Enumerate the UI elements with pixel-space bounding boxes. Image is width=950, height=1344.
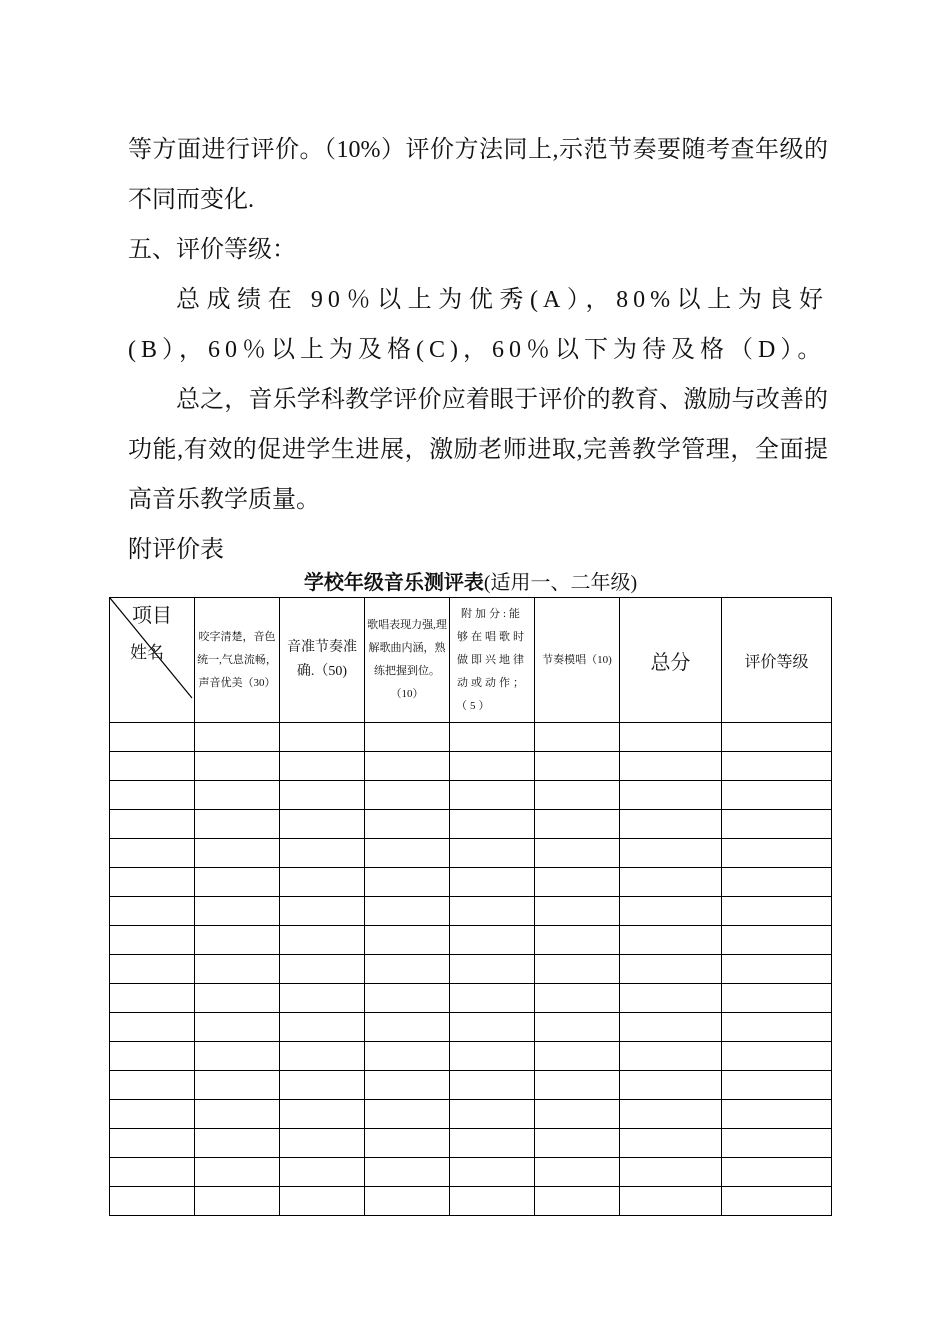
table-cell (110, 723, 195, 752)
table-cell (535, 839, 620, 868)
table-row (110, 1100, 832, 1129)
table-cell (620, 1013, 722, 1042)
table-cell (110, 955, 195, 984)
evaluation-table (109, 597, 832, 1216)
table-row (110, 839, 832, 868)
table-cell (535, 984, 620, 1013)
table-cell (620, 955, 722, 984)
table-cell (450, 1042, 535, 1071)
table-cell (195, 1042, 280, 1071)
table-cell (195, 781, 280, 810)
table-cell (280, 1042, 365, 1071)
table-cell (450, 1013, 535, 1042)
table-cell (365, 926, 450, 955)
table-cell (722, 1013, 832, 1042)
header-bonus: 附加分:能够在唱歌时做即兴地律动或动作；（5） (450, 598, 535, 723)
table-cell (195, 1158, 280, 1187)
table-cell (280, 1013, 365, 1042)
table-cell (280, 723, 365, 752)
table-cell (365, 1071, 450, 1100)
table-row (110, 1187, 832, 1216)
table-cell (110, 839, 195, 868)
table-cell (620, 1042, 722, 1071)
table-cell (110, 1013, 195, 1042)
table-cell (535, 897, 620, 926)
table-cell (722, 897, 832, 926)
table-cell (195, 984, 280, 1013)
table-cell (450, 723, 535, 752)
table-cell (280, 839, 365, 868)
table-row (110, 810, 832, 839)
table-cell (450, 839, 535, 868)
table-cell (280, 984, 365, 1013)
table-header-row (110, 598, 832, 723)
table-cell (535, 1042, 620, 1071)
table-cell (195, 1013, 280, 1042)
table-cell (365, 1100, 450, 1129)
header-expression: 歌唱表现力强,理解歌曲内涵，熟练把握到位。（10） (365, 598, 450, 723)
table-cell (620, 1100, 722, 1129)
header-item-label: 项目 (132, 605, 172, 627)
table-cell (450, 810, 535, 839)
table-cell (450, 752, 535, 781)
table-row (110, 926, 832, 955)
table-cell (722, 781, 832, 810)
table-cell (722, 955, 832, 984)
table-cell (535, 1013, 620, 1042)
table-cell (722, 810, 832, 839)
table-row (110, 723, 832, 752)
table-cell (365, 868, 450, 897)
header-pitch-rhythm: 音准节奏准确.（50) (280, 598, 365, 723)
diagonal-header-cell (110, 598, 195, 723)
table-cell (195, 1129, 280, 1158)
table-cell (722, 1158, 832, 1187)
table-cell (280, 752, 365, 781)
header-total: 总分 (620, 598, 722, 723)
table-cell (722, 984, 832, 1013)
table-cell (280, 897, 365, 926)
header-diction: 咬字清楚，音色统一,气息流畅，声音优美（30） (195, 598, 280, 723)
table-row (110, 752, 832, 781)
table-cell (535, 1129, 620, 1158)
table-cell (620, 926, 722, 955)
table-cell (535, 955, 620, 984)
table-cell (535, 868, 620, 897)
section-heading-grades: 五、评价等级： (128, 237, 296, 263)
table-cell (195, 839, 280, 868)
table-cell (620, 1158, 722, 1187)
table-cell (620, 752, 722, 781)
table-cell (110, 984, 195, 1013)
paragraph-grade-levels: 总成绩在 90％以上为优秀(A），80%以上为良好(B），60％以上为及格(C)，60％以下为待及格（D）。 (128, 287, 828, 363)
table-cell (535, 810, 620, 839)
table-row (110, 984, 832, 1013)
table-cell (620, 1129, 722, 1158)
table-cell (110, 1042, 195, 1071)
table-row (110, 1071, 832, 1100)
table-cell (195, 723, 280, 752)
table-title (110, 568, 831, 598)
table-cell (110, 926, 195, 955)
table-cell (620, 723, 722, 752)
table-cell (280, 1129, 365, 1158)
table-cell (535, 781, 620, 810)
table-cell (450, 781, 535, 810)
table-cell (365, 897, 450, 926)
table-cell (535, 1187, 620, 1216)
table-cell (722, 752, 832, 781)
table-cell (722, 723, 832, 752)
table-cell (620, 984, 722, 1013)
table-row (110, 868, 832, 897)
table-cell (280, 1187, 365, 1216)
table-cell (722, 1187, 832, 1216)
table-cell (280, 1071, 365, 1100)
table-cell (535, 752, 620, 781)
table-cell (450, 1071, 535, 1100)
table-cell (450, 1158, 535, 1187)
table-cell (365, 810, 450, 839)
header-name-label: 姓名 (130, 643, 164, 662)
table-cell (195, 955, 280, 984)
table-cell (450, 868, 535, 897)
table-cell (365, 1129, 450, 1158)
table-cell (110, 1071, 195, 1100)
table-cell (535, 723, 620, 752)
table-cell (620, 839, 722, 868)
table-cell (722, 1071, 832, 1100)
table-title-main: 学校年级音乐测评表 (303, 572, 484, 594)
table-row (110, 955, 832, 984)
table-cell (110, 1100, 195, 1129)
table-cell (620, 810, 722, 839)
table-body (110, 723, 832, 1216)
table-cell (620, 781, 722, 810)
table-cell (450, 1129, 535, 1158)
table-cell (722, 868, 832, 897)
paragraph-method: 等方面进行评价。（10%）评价方法同上,示范节奏要随考查年级的不同而变化. (128, 137, 828, 213)
table-cell (110, 781, 195, 810)
table-cell (450, 926, 535, 955)
table-cell (365, 1042, 450, 1071)
table-cell (365, 984, 450, 1013)
table-cell (280, 1100, 365, 1129)
table-row (110, 1013, 832, 1042)
table-title-scope: (适用一、二年级) (483, 572, 638, 594)
header-grade: 评价等级 (722, 598, 832, 723)
table-cell (722, 1100, 832, 1129)
table-cell (620, 868, 722, 897)
table-cell (450, 955, 535, 984)
table-cell (365, 839, 450, 868)
table-cell (722, 839, 832, 868)
table-cell (450, 984, 535, 1013)
table-cell (620, 1187, 722, 1216)
appendix-label: 附评价表 (128, 537, 224, 563)
table-cell (620, 1071, 722, 1100)
table-cell (722, 1129, 832, 1158)
table-cell (365, 781, 450, 810)
table-cell (110, 1129, 195, 1158)
table-cell (620, 897, 722, 926)
table-cell (195, 1071, 280, 1100)
header-rhythm-imitation: 节奏模唱（10) (535, 598, 620, 723)
table-cell (110, 810, 195, 839)
table-cell (722, 926, 832, 955)
table-cell (110, 868, 195, 897)
table-row (110, 1129, 832, 1158)
table-cell (450, 897, 535, 926)
paragraph-summary: 总之，音乐学科教学评价应着眼于评价的教育、激励与改善的功能,有效的促进学生进展，激励老师进取,完善教学管理，全面提高音乐教学质量。 (128, 387, 828, 513)
table-cell (365, 955, 450, 984)
table-cell (535, 1071, 620, 1100)
table-cell (195, 868, 280, 897)
table-cell (365, 1013, 450, 1042)
table-cell (195, 752, 280, 781)
table-cell (195, 1100, 280, 1129)
table-cell (365, 1187, 450, 1216)
table-cell (280, 868, 365, 897)
table-cell (280, 926, 365, 955)
table-cell (195, 926, 280, 955)
table-cell (110, 1158, 195, 1187)
table-cell (365, 1158, 450, 1187)
table-cell (722, 1042, 832, 1071)
table-cell (280, 810, 365, 839)
table-cell (535, 1158, 620, 1187)
table-cell (195, 897, 280, 926)
table-cell (110, 752, 195, 781)
table-cell (110, 1187, 195, 1216)
table-cell (280, 781, 365, 810)
table-cell (280, 955, 365, 984)
table-row (110, 781, 832, 810)
table-cell (450, 1100, 535, 1129)
table-row (110, 1158, 832, 1187)
table-cell (535, 926, 620, 955)
table-cell (365, 752, 450, 781)
table-cell (195, 810, 280, 839)
table-cell (450, 1187, 535, 1216)
table-row (110, 1042, 832, 1071)
table-cell (535, 1100, 620, 1129)
table-cell (110, 897, 195, 926)
table-cell (280, 1158, 365, 1187)
table-row (110, 897, 832, 926)
table-cell (195, 1187, 280, 1216)
table-cell (365, 723, 450, 752)
